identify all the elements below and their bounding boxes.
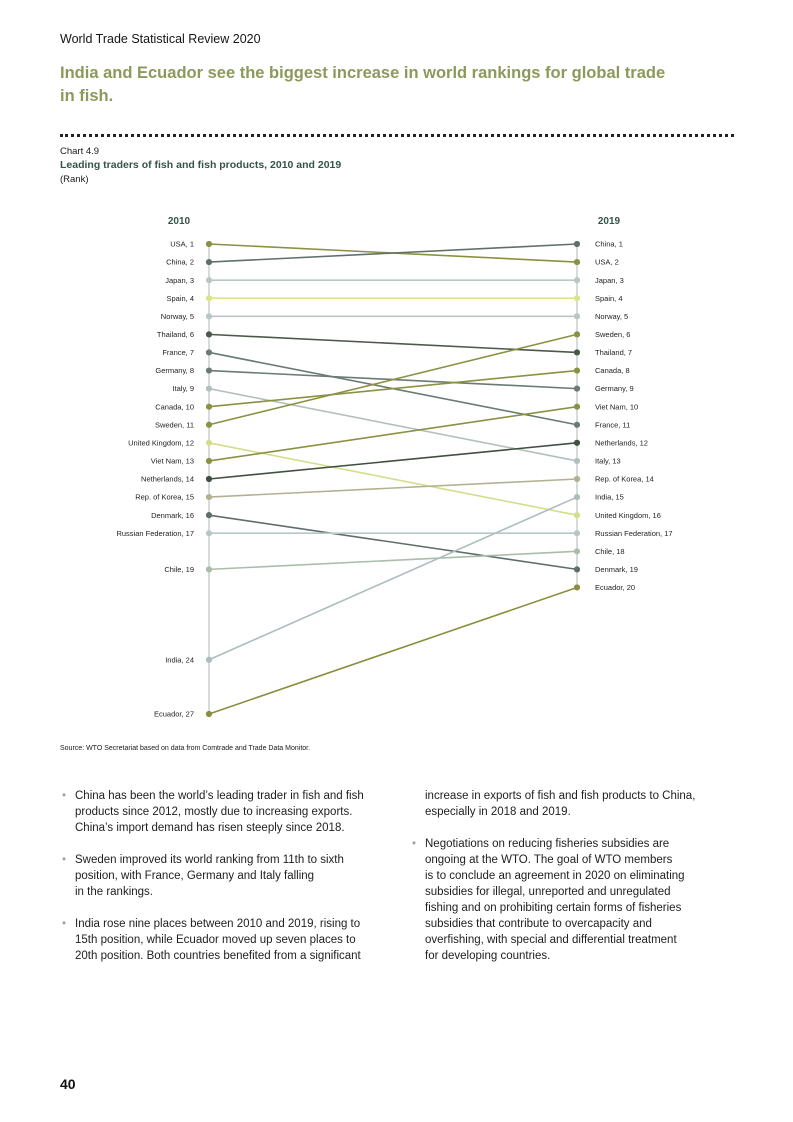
bullet-point bbox=[62, 916, 402, 964]
label-2010-india: India, 24 bbox=[165, 655, 194, 665]
dot-2019-spain bbox=[574, 295, 580, 301]
dot-2019-rep-of-korea bbox=[574, 476, 580, 482]
label-2010-china: China, 2 bbox=[166, 257, 194, 267]
text-column-right bbox=[412, 788, 742, 980]
dot-2010-netherlands bbox=[206, 476, 212, 482]
bullet-point bbox=[412, 836, 742, 964]
dot-2010-ecuador bbox=[206, 711, 212, 717]
label-2010-norway: Norway, 5 bbox=[160, 311, 194, 321]
series-line-denmark bbox=[209, 515, 577, 569]
dot-2010-sweden bbox=[206, 422, 212, 428]
dot-2019-india bbox=[574, 494, 580, 500]
text-line: for developing countries. bbox=[425, 950, 551, 962]
label-2010-ecuador: Ecuador, 27 bbox=[153, 709, 194, 719]
text-line: • Negotiations on reducing fisheries subsidies are bbox=[425, 838, 670, 850]
text-line: increase in exports of fish and fish products to China, bbox=[425, 790, 696, 802]
label-2019-norway: Norway, 5 bbox=[595, 311, 629, 321]
bullet-continuation bbox=[412, 788, 742, 820]
dot-2010-japan bbox=[206, 277, 212, 283]
series-lines bbox=[209, 244, 577, 714]
dot-2019-italy bbox=[574, 458, 580, 464]
dot-2019-netherlands bbox=[574, 440, 580, 446]
label-2019-canada: Canada, 8 bbox=[595, 366, 630, 376]
bullet-point bbox=[62, 788, 402, 836]
text-line: subsidies that contribute to overcapacity and bbox=[425, 918, 652, 930]
series-line-chile bbox=[209, 551, 577, 569]
dot-2019-ecuador bbox=[574, 584, 580, 590]
series-line-rep-of-korea bbox=[209, 479, 577, 497]
headline-line: India and Ecuador see the biggest increase in world rankings for global trade bbox=[60, 64, 666, 82]
year-label-2010: 2010 bbox=[167, 216, 191, 227]
series-line-viet-nam bbox=[209, 407, 577, 461]
label-2010-chile: Chile, 19 bbox=[164, 565, 194, 575]
text-line: • China has been the world’s leading trader in fish and fish bbox=[75, 790, 364, 802]
label-2010-germany: Germany, 8 bbox=[155, 366, 194, 376]
dot-2019-norway bbox=[574, 313, 580, 319]
dot-2010-germany bbox=[206, 367, 212, 373]
dot-2010-viet-nam bbox=[206, 458, 212, 464]
series-line-thailand bbox=[209, 334, 577, 352]
label-2010-italy: Italy, 9 bbox=[172, 384, 194, 394]
chart-number: Chart 4.9 bbox=[60, 146, 100, 157]
dot-2019-chile bbox=[574, 548, 580, 554]
dot-2010-russian-federation bbox=[206, 530, 212, 536]
series-line-italy bbox=[209, 389, 577, 461]
text-line: China’s import demand has risen steeply since 2018. bbox=[75, 822, 345, 834]
page-number: 40 bbox=[60, 1076, 76, 1092]
dot-2019-russian-federation bbox=[574, 530, 580, 536]
label-2010-russian-federation: Russian Federation, 17 bbox=[116, 528, 194, 538]
label-2019-chile: Chile, 18 bbox=[595, 546, 625, 556]
year-label-2019: 2019 bbox=[597, 216, 621, 227]
dot-2010-usa bbox=[206, 241, 212, 247]
label-2010-france: France, 7 bbox=[162, 348, 194, 358]
series-line-united-kingdom bbox=[209, 443, 577, 515]
dot-2010-united-kingdom bbox=[206, 440, 212, 446]
chart-unit: (Rank) bbox=[60, 174, 89, 185]
dotted-divider bbox=[60, 134, 734, 137]
dot-2010-italy bbox=[206, 386, 212, 392]
dot-2010-norway bbox=[206, 313, 212, 319]
dot-2019-thailand bbox=[574, 349, 580, 355]
text-line: is to conclude an agreement in 2020 on eliminating bbox=[425, 870, 685, 882]
label-2019-china: China, 1 bbox=[595, 239, 623, 249]
label-2010-thailand: Thailand, 6 bbox=[156, 330, 194, 340]
label-2010-canada: Canada, 10 bbox=[155, 402, 194, 412]
label-2019-usa: USA, 2 bbox=[595, 257, 619, 267]
series-line-sweden bbox=[209, 334, 577, 424]
label-2010-japan: Japan, 3 bbox=[165, 275, 194, 285]
dot-2010-rep-of-korea bbox=[206, 494, 212, 500]
chart-source: Source: WTO Secretariat based on data from Comtrade and Trade Data Monitor. bbox=[60, 745, 311, 752]
headline-line: in fish. bbox=[60, 87, 114, 105]
dot-2010-india bbox=[206, 657, 212, 663]
label-2010-viet-nam: Viet Nam, 13 bbox=[150, 456, 194, 466]
label-2019-india: India, 15 bbox=[595, 492, 624, 502]
page-headline bbox=[60, 62, 665, 108]
label-2010-denmark: Denmark, 16 bbox=[151, 510, 194, 520]
text-line: in the rankings. bbox=[75, 886, 153, 898]
label-2019-netherlands: Netherlands, 12 bbox=[595, 438, 648, 448]
dot-2019-germany bbox=[574, 386, 580, 392]
dot-2019-united-kingdom bbox=[574, 512, 580, 518]
label-2010-spain: Spain, 4 bbox=[166, 293, 194, 303]
label-2010-sweden: Sweden, 11 bbox=[154, 420, 194, 430]
label-2019-thailand: Thailand, 7 bbox=[595, 348, 633, 358]
label-2010-usa: USA, 1 bbox=[170, 239, 194, 249]
text-line: fishing and on prohibiting certain forms of fisheries bbox=[425, 902, 682, 914]
dot-2010-spain bbox=[206, 295, 212, 301]
text-column-left bbox=[62, 788, 402, 980]
series-line-canada bbox=[209, 371, 577, 407]
text-line: ongoing at the WTO. The goal of WTO members bbox=[425, 854, 673, 866]
label-2019-spain: Spain, 4 bbox=[595, 293, 623, 303]
label-2019-united-kingdom: United Kingdom, 16 bbox=[595, 510, 661, 520]
series-line-netherlands bbox=[209, 443, 577, 479]
label-2019-france: France, 11 bbox=[595, 420, 631, 430]
label-2019-viet-nam: Viet Nam, 10 bbox=[595, 402, 639, 412]
text-line: products since 2012, mostly due to increasing exports. bbox=[75, 806, 353, 818]
slope-chart bbox=[0, 200, 793, 730]
labels-2010 bbox=[116, 240, 194, 719]
text-line: 15th position, while Ecuador moved up seven places to bbox=[75, 934, 356, 946]
publication-title: World Trade Statistical Review 2020 bbox=[60, 32, 261, 46]
label-2019-japan: Japan, 3 bbox=[595, 275, 624, 285]
text-line: • Sweden improved its world ranking from 11th to sixth bbox=[75, 854, 344, 866]
label-2019-sweden: Sweden, 6 bbox=[595, 330, 631, 340]
dot-2019-sweden bbox=[574, 331, 580, 337]
dot-2010-denmark bbox=[206, 512, 212, 518]
chart-title: Leading traders of fish and fish products, 2010 and 2019 bbox=[60, 159, 342, 171]
label-2019-italy: Italy, 13 bbox=[595, 456, 621, 466]
label-2010-netherlands: Netherlands, 14 bbox=[141, 474, 194, 484]
text-line: 20th position. Both countries benefited from a significant bbox=[75, 950, 361, 962]
label-2019-denmark: Denmark, 19 bbox=[595, 565, 638, 575]
text-line: • India rose nine places between 2010 and 2019, rising to bbox=[75, 918, 361, 930]
series-line-india bbox=[209, 497, 577, 660]
series-line-ecuador bbox=[209, 587, 577, 714]
dot-2010-canada bbox=[206, 404, 212, 410]
text-line: overfishing, with special and differential treatment bbox=[425, 934, 677, 946]
dot-2019-france bbox=[574, 422, 580, 428]
dot-2010-chile bbox=[206, 566, 212, 572]
dot-2019-japan bbox=[574, 277, 580, 283]
text-line: especially in 2018 and 2019. bbox=[425, 806, 571, 818]
text-line: subsidies for illegal, unreported and unregulated bbox=[425, 886, 671, 898]
labels-2019 bbox=[595, 240, 673, 592]
label-2010-united-kingdom: United Kingdom, 12 bbox=[128, 438, 194, 448]
dot-2010-france bbox=[206, 349, 212, 355]
text-line: position, with France, Germany and Italy falling bbox=[75, 870, 315, 882]
label-2019-germany: Germany, 9 bbox=[595, 384, 634, 394]
dot-2019-viet-nam bbox=[574, 404, 580, 410]
label-2019-rep-of-korea: Rep. of Korea, 14 bbox=[595, 474, 654, 484]
label-2010-rep-of-korea: Rep. of Korea, 15 bbox=[135, 492, 194, 502]
label-2019-ecuador: Ecuador, 20 bbox=[595, 583, 636, 593]
bullet-point bbox=[62, 852, 402, 900]
dot-2019-usa bbox=[574, 259, 580, 265]
dot-2019-canada bbox=[574, 367, 580, 373]
dot-2019-china bbox=[574, 241, 580, 247]
dot-2010-china bbox=[206, 259, 212, 265]
dot-2019-denmark bbox=[574, 566, 580, 572]
dot-2010-thailand bbox=[206, 331, 212, 337]
label-2019-russian-federation: Russian Federation, 17 bbox=[595, 528, 673, 538]
